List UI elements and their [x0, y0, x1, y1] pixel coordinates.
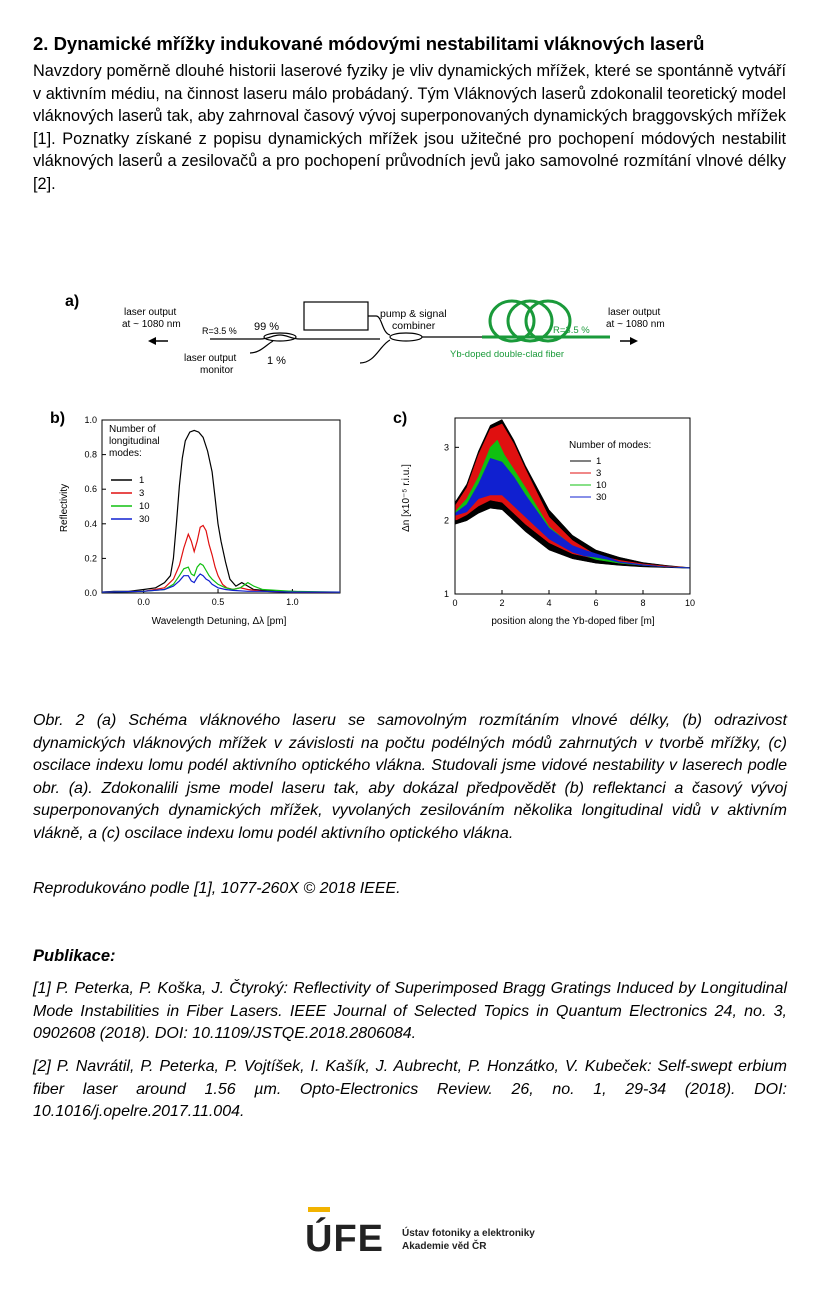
- chart-b-legend-title-1: Number of: [109, 424, 156, 435]
- schematic-reflect-left: R=3.5 %: [202, 326, 237, 336]
- reference-2: [2] P. Navrátil, P. Peterka, P. Vojtíšek, I. Kašík, J. Aubrecht, P. Honzátko, V. Kubeček: Self-swept erbium fiber laser around 1.56 µm. Opto-Electronics Review. 26, no. 1, 29-34 (2018). DOI: 10.1016/j.opelre.2017.11.004.: [33, 1058, 787, 1121]
- chart-c-xtick-label: 10: [684, 598, 696, 608]
- chart-b-legend-label-1: 1: [139, 475, 145, 486]
- chart-b-legend-title-2: longitudinal: [109, 436, 160, 447]
- schematic-combiner-1: pump & signal: [380, 308, 447, 320]
- chart-c-ytick-label: 2: [443, 515, 449, 526]
- schematic-output-right-2: at ~ 1080 nm: [606, 319, 665, 330]
- figure-label-c: c): [393, 410, 408, 427]
- chart-b-series-line-10: [102, 564, 340, 593]
- chart-b-ytick-label: 0.4: [84, 518, 97, 529]
- figure-caption: Obr. 2 (a) Schéma vláknového laseru se samovolným rozmítáním vlnové délky, (b) odrazivost dynamických vláknových mřížek v závislosti na počtu podélných módů zahrnutých v tvorbě mřížky, (c) oscilace indexu lomu podél aktivního optického vlákna. Studovali jsme vidové nestability v laserech podle obr. (a). Zdokonalili jsme model laseru tak, aby dokázal předpovědět (b) reflektanci a časový vývoj superponovaných dynamických mřížek, vyvolaných zesilováním několika longitudinal vidů v aktivním vlákně, a (c) oscilace indexu lomu podél aktivního optického vlákna.: [33, 712, 787, 842]
- chart-b-legend-title-3: modes:: [109, 448, 142, 459]
- laser-schematic: [110, 293, 710, 383]
- reflectivity-chart: [50, 410, 360, 635]
- chart-b-ytick-label: 1.0: [84, 415, 97, 425]
- chart-b-legend-label-30: 30: [139, 514, 150, 525]
- chart-c-ylabel: Δn [x10⁻⁵ r.i.u.]: [401, 464, 412, 532]
- intro-paragraph: Navzdory poměrně dlouhé historii laserové fyziky je vliv dynamických mřížek, které se spontánně vytváří v aktivním médiu, na činnost laseru málo probádaný. Tým Vláknových laserů zdokonalil teoretický model vláknových laserů tak, aby zahrnoval časový vývoj superponovaných dynamických braggovských mřížek [1]. Poznatky získané z popisu dynamických mřížek jsou užitečné pro pochopení módových nestabilit vláknových laserů a zesilovačů a pro pochopení průvodních jevů jako samovolné rozmítání vlnové délky [2].: [33, 62, 786, 193]
- chart-c-ytick-label: 1: [443, 589, 449, 599]
- chart-c-xtick-label: 0: [452, 598, 458, 608]
- chart-b-xtick-label: 0.5: [211, 597, 225, 607]
- index-oscillation-chart: [393, 410, 713, 635]
- schematic-coupler-99: 99 %: [254, 321, 280, 333]
- schematic-coupler-1: 1 %: [267, 355, 286, 367]
- chart-b-series-line-3: [102, 526, 340, 593]
- chart-c-xtick-label: 8: [640, 598, 646, 608]
- chart-c-legend-title: Number of modes:: [569, 440, 652, 451]
- chart-b-ytick-label: 0.6: [84, 484, 97, 495]
- chart-b-xtick-label: 0.0: [137, 597, 150, 607]
- chart-b-ytick-label: 0.8: [84, 449, 97, 460]
- schematic-output-left-2: at ~ 1080 nm: [122, 319, 181, 330]
- schematic-output-right-1: laser output: [608, 307, 661, 318]
- publications-heading: Publikace:: [33, 947, 116, 965]
- reproduction-note: Reprodukováno podle [1], 1077-260X © 2018 IEEE.: [33, 880, 401, 897]
- chart-b-xlabel: Wavelength Detuning, Δλ [pm]: [151, 616, 287, 627]
- schematic-monitor-1: laser output: [184, 353, 237, 364]
- section-heading: 2. Dynamické mřížky indukované módovými nestabilitami vláknových laserů: [33, 33, 705, 54]
- schematic-combiner-2: combiner: [392, 320, 436, 332]
- chart-c-xtick-label: 4: [546, 598, 552, 608]
- figure-label-a: a): [65, 293, 80, 310]
- logo-mark-text: ÚFE: [305, 1218, 384, 1257]
- ufe-logo-mark: [305, 1205, 565, 1257]
- schematic-monitor-2: monitor: [200, 365, 234, 376]
- logo-line-1: Ústav fotoniky a elektroniky: [402, 1228, 535, 1239]
- chart-c-series-band-30: [455, 458, 690, 568]
- reference-1: [1] P. Peterka, P. Koška, J. Čtyroký: Reflectivity of Superimposed Bragg Gratings Induced by Longitudinal Mode Instabilities in Fiber Lasers. IEEE Journal of Selected Topics in Quantum Electronics 24, no. 3, 0902608 (2018). DOI: 10.1109/JSTQE.2018.2806084.: [33, 980, 787, 1043]
- logo-line-2: Akademie věd ČR: [402, 1241, 487, 1252]
- chart-b-legend-label-3: 3: [139, 488, 145, 499]
- ufe-logo: [305, 1205, 565, 1257]
- chart-c-ytick-label: 3: [443, 442, 449, 453]
- chart-b-ylabel: Reflectivity: [59, 483, 70, 533]
- chart-c-legend-label-1: 1: [596, 456, 602, 467]
- chart-b-ytick-label: 0.2: [84, 553, 97, 564]
- chart-c-legend-label-3: 3: [596, 468, 602, 479]
- chart-b-legend-label-10: 10: [139, 501, 150, 512]
- schematic-reflect-right: R=3.5 %: [553, 325, 590, 336]
- chart-c-xtick-label: 2: [499, 598, 505, 608]
- chart-c-legend-label-30: 30: [596, 492, 607, 503]
- chart-c-xtick-label: 6: [593, 598, 599, 608]
- chart-b-xtick-label: 1.0: [286, 597, 299, 607]
- figure-label-b: b): [50, 410, 66, 427]
- chart-b-ytick-label: 0.0: [84, 588, 97, 598]
- schematic-output-left-1: laser output: [124, 307, 177, 318]
- chart-b-series-line-30: [102, 574, 340, 592]
- chart-c-legend-label-10: 10: [596, 480, 607, 491]
- chart-c-xlabel: position along the Yb-doped fiber [m]: [491, 616, 655, 627]
- schematic-fiber-label: Yb-doped double-clad fiber: [450, 349, 565, 360]
